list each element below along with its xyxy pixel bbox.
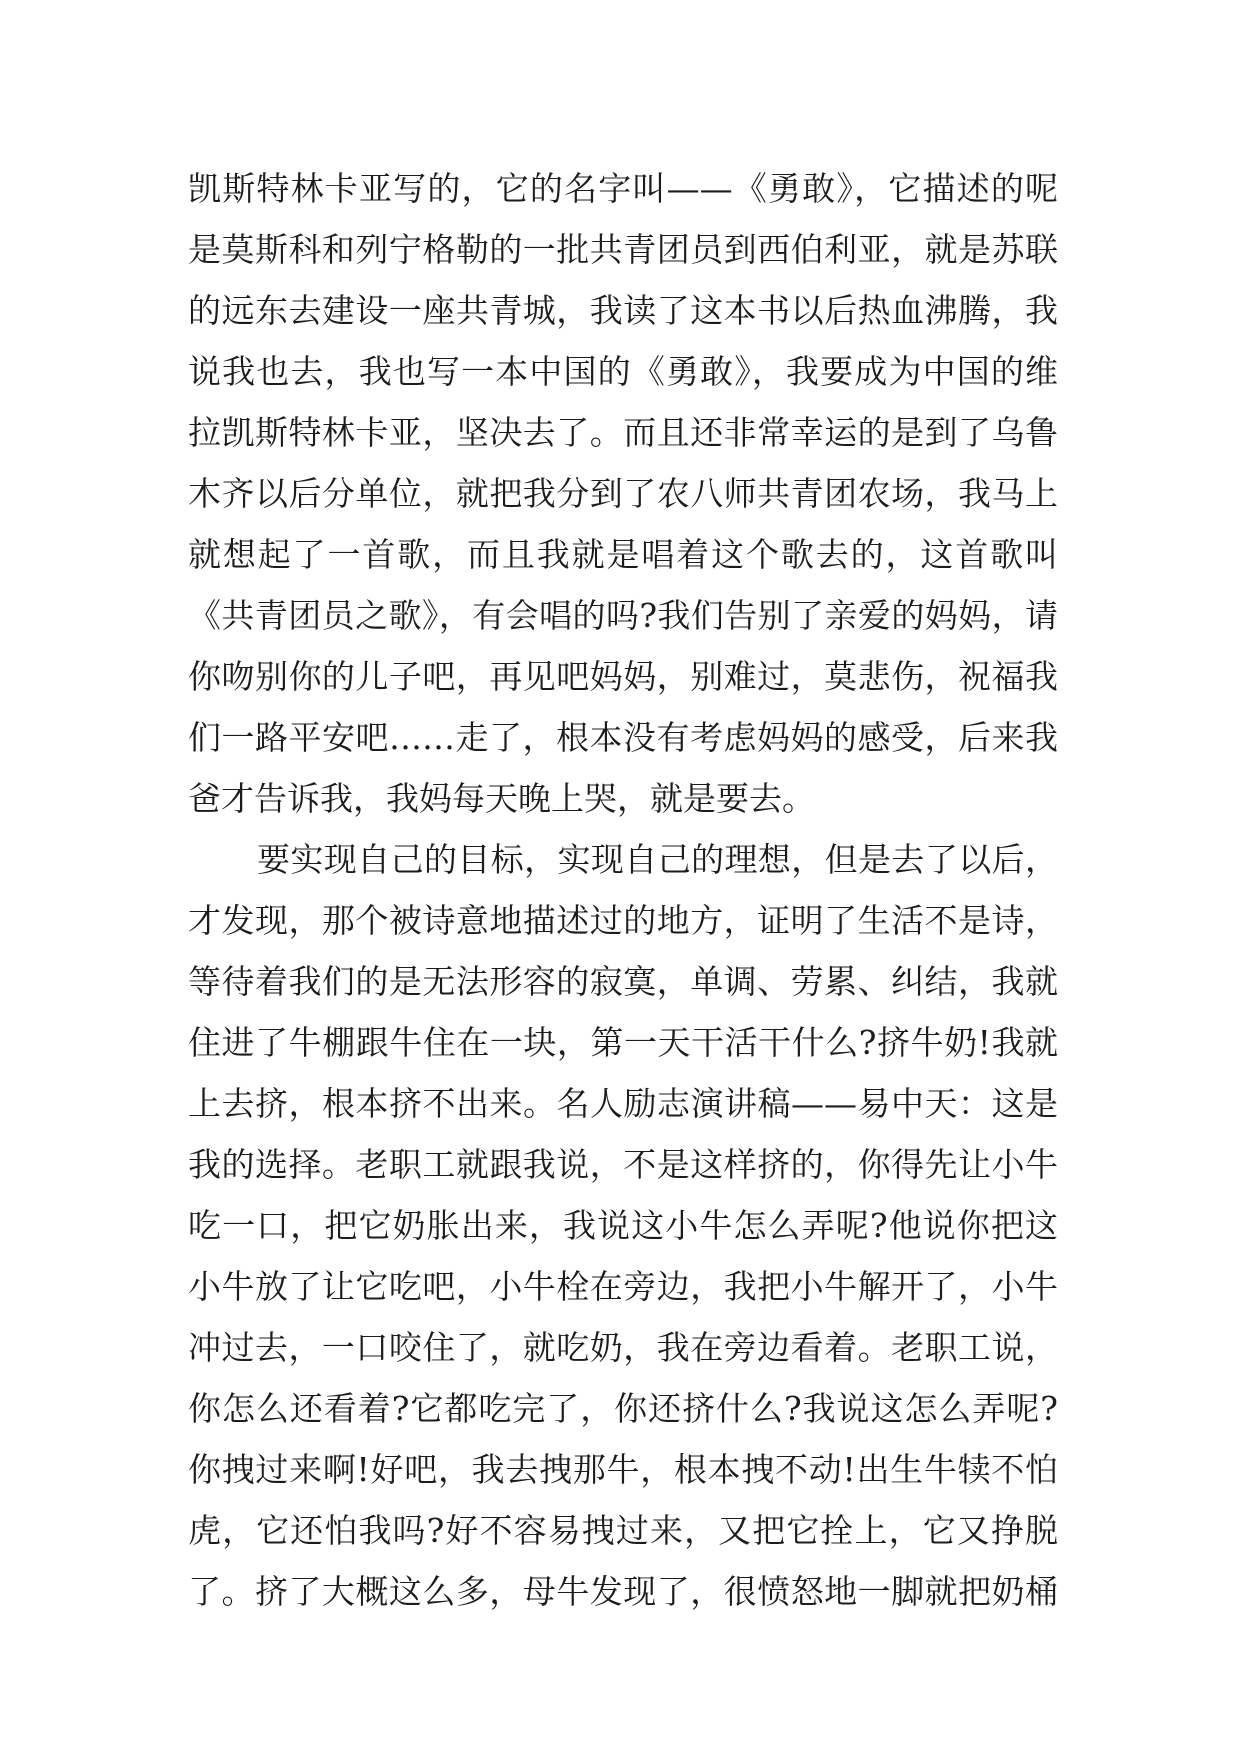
text-line: 们一路平安吧……走了，根本没有考虑妈妈的感受，后来我 — [188, 718, 1058, 757]
text-line: 了。挤了大概这么多，母牛发现了，很愤怒地一脚就把奶桶 — [188, 1572, 1058, 1611]
text-line: 你怎么还看着?它都吃完了，你还挤什么?我说这怎么弄呢? — [188, 1389, 1058, 1428]
body-text — [188, 158, 1058, 1622]
text-line: 我的选择。老职工就跟我说，不是这样挤的，你得先让小牛 — [188, 1145, 1058, 1184]
text-line: 上去挤，根本挤不出来。名人励志演讲稿——易中天：这是 — [188, 1084, 1058, 1123]
text-line: 就想起了一首歌，而且我就是唱着这个歌去的，这首歌叫 — [188, 535, 1058, 574]
text-line: 《共青团员之歌》，有会唱的吗?我们告别了亲爱的妈妈，请 — [188, 596, 1058, 635]
text-line: 才发现，那个被诗意地描述过的地方，证明了生活不是诗， — [188, 901, 1058, 940]
text-line: 冲过去，一口咬住了，就吃奶，我在旁边看着。老职工说， — [188, 1328, 1058, 1367]
text-line: 木齐以后分单位，就把我分到了农八师共青团农场，我马上 — [188, 474, 1058, 513]
text-line: 凯斯特林卡亚写的，它的名字叫——《勇敢》，它描述的呢 — [188, 169, 1058, 208]
text-line: 拉凯斯特林卡亚，坚决去了。而且还非常幸运的是到了乌鲁 — [188, 413, 1058, 452]
text-line: 你吻别你的儿子吧，再见吧妈妈，别难过，莫悲伤，祝福我 — [188, 657, 1058, 696]
paragraph-first-line: 要实现自己的目标，实现自己的理想，但是去了以后， — [257, 840, 1058, 879]
text-line: 吃一口，把它奶胀出来，我说这小牛怎么弄呢?他说你把这 — [188, 1206, 1058, 1245]
text-line: 爸才告诉我，我妈每天晚上哭，就是要去。 — [188, 779, 815, 818]
text-line: 虎，它还怕我吗?好不容易拽过来，又把它拴上，它又挣脱 — [188, 1511, 1058, 1550]
text-line: 小牛放了让它吃吧，小牛栓在旁边，我把小牛解开了，小牛 — [188, 1267, 1058, 1306]
text-line: 的远东去建设一座共青城，我读了这本书以后热血沸腾，我 — [188, 291, 1058, 330]
text-line: 等待着我们的是无法形容的寂寞，单调、劳累、纠结，我就 — [188, 962, 1058, 1001]
text-line: 住进了牛棚跟牛住在一块，第一天干活干什么?挤牛奶!我就 — [188, 1023, 1058, 1062]
text-line: 是莫斯科和列宁格勒的一批共青团员到西伯利亚，就是苏联 — [188, 230, 1058, 269]
text-line: 你拽过来啊!好吧，我去拽那牛，根本拽不动!出生牛犊不怕 — [188, 1450, 1058, 1489]
text-line: 说我也去，我也写一本中国的《勇敢》，我要成为中国的维 — [188, 352, 1058, 391]
